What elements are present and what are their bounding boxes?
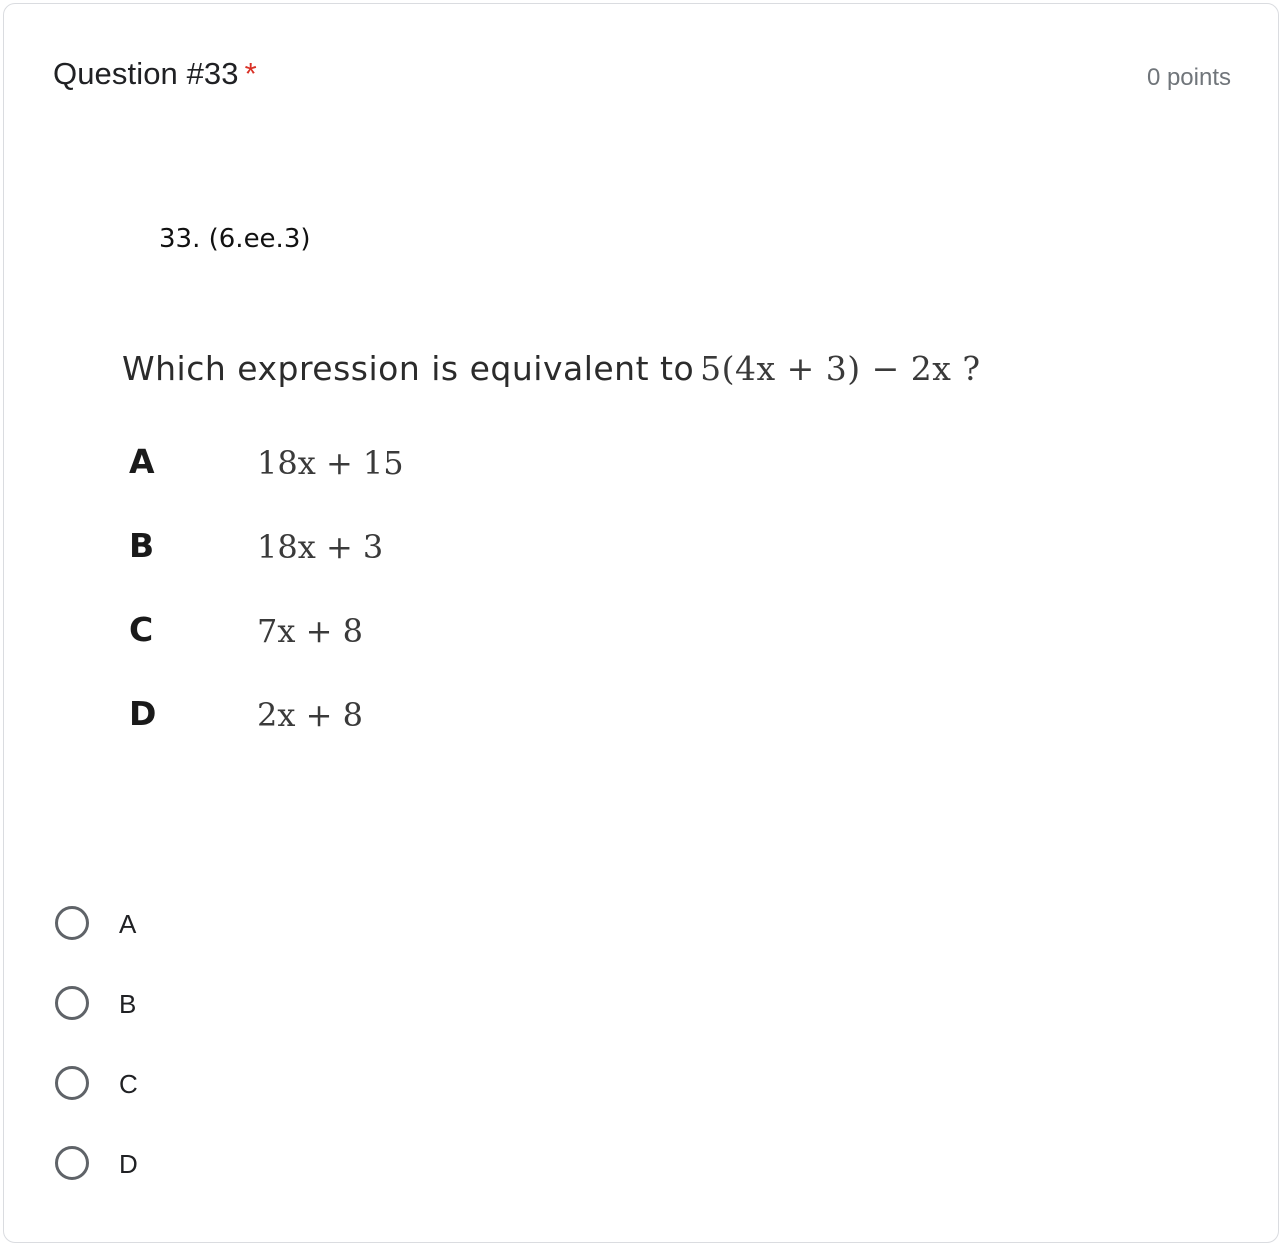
question-card [3,3,1279,1243]
choice-label-b: B [119,989,137,1019]
choice-c[interactable] [53,1064,453,1108]
choice-b[interactable] [53,984,453,1028]
prompt-text: Which expression is equivalent to [122,349,695,388]
choice-d[interactable] [53,1144,453,1188]
radio-button-c[interactable] [55,1066,89,1100]
standard-code: 33. (6.ee.3) [159,224,311,254]
option-letter: B [129,526,155,565]
radio-button-d[interactable] [55,1146,89,1180]
choice-label-c: C [119,1069,138,1099]
choice-a[interactable] [53,904,453,948]
choice-label-a: A [119,909,137,939]
question-prompt [122,349,981,388]
question-title-text: Question #33 [53,56,239,91]
option-letter: D [129,694,157,733]
option-letter: C [129,610,154,649]
radio-button-b[interactable] [55,986,89,1020]
points-label: 0 points [1146,64,1231,91]
prompt-expression: 5(4x + 3) − 2x ? [700,349,981,388]
option-letter: A [129,442,155,481]
option-expression: 2x + 8 [257,696,363,734]
question-image [104,204,1224,764]
option-expression: 7x + 8 [257,612,363,650]
choice-label-d: D [119,1149,138,1179]
radio-button-a[interactable] [55,906,89,940]
option-expression: 18x + 15 [257,444,404,482]
question-title [53,56,257,92]
required-asterisk: * [244,56,257,91]
option-expression: 18x + 3 [257,528,384,566]
